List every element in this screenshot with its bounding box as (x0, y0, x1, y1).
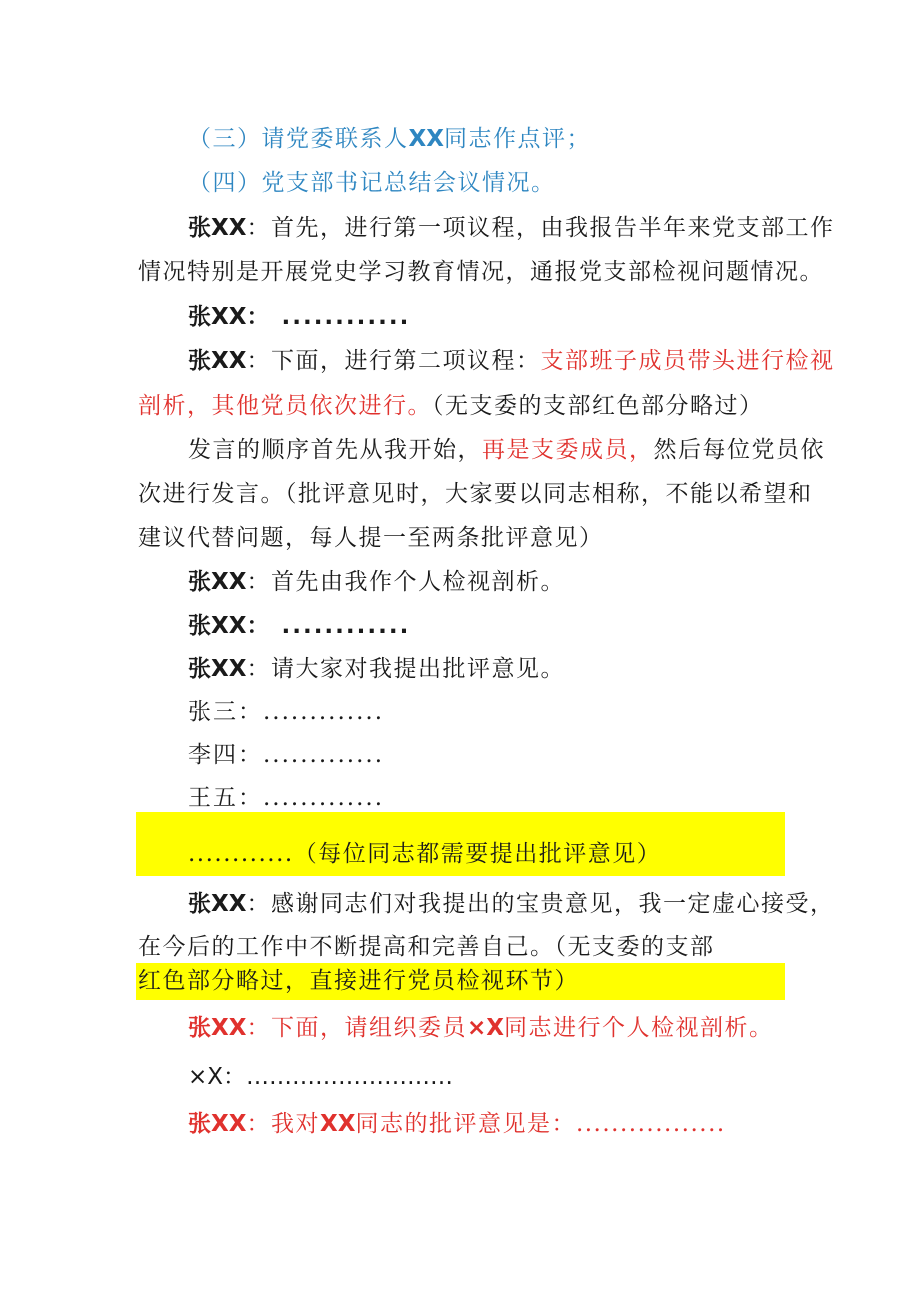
speaker-x-ellipsis: ×X：……………………… (188, 1064, 454, 1090)
speaker-wang-wu: 王五：............. (188, 785, 385, 811)
speaker-self-review: 张XX：首先由我作个人检视剖析。 (188, 569, 565, 595)
paragraph-order-cont-2: 建议代替问题，每人提一至两条批评意见） (138, 525, 604, 551)
speaker-criticism-opinion: 张XX：我对XX同志的批评意见是：................. (188, 1111, 726, 1137)
speaker-li-si: 李四：............. (188, 742, 385, 768)
highlight-note-everyone: ............（每位同志都需要提出批评意见） (188, 841, 662, 867)
speaker-request-criticism: 张XX：请大家对我提出批评意见。 (188, 656, 565, 682)
agenda-item-3: （三）请党委联系人XX同志作点评； (188, 126, 591, 152)
paragraph-first-item-cont: 情况特别是开展党史学习教育情况，通报党支部检视问题情况。 (138, 259, 824, 285)
paragraph-thanks-cont: 在今后的工作中不断提高和完善自己。（无支委的支部 (138, 934, 715, 960)
paragraph-first-item: 张XX：首先，进行第一项议程，由我报告半年来党支部工作 (188, 215, 835, 241)
agenda-item-4: （四）党支部书记总结会议情况。 (188, 170, 556, 196)
paragraph-thanks: 张XX：感谢同志们对我提出的宝贵意见，我一定虚心接受， (188, 891, 835, 917)
paragraph-order-cont-1: 次进行发言。（批评意见时，大家要以同志相称，不能以希望和 (138, 481, 813, 507)
paragraph-order: 发言的顺序首先从我开始，再是支委成员，然后每位党员依 (188, 437, 825, 463)
speaker-zhang-san: 张三：............. (188, 699, 385, 725)
speaker-ellipsis-2: 张XX： ............ (188, 613, 411, 639)
speaker-ellipsis-1: 张XX： ............ (188, 304, 411, 330)
highlight-note-skip: 红色部分略过，直接进行党员检视环节） (138, 968, 579, 994)
paragraph-second-item-cont: 剖析，其他党员依次进行。（无支委的支部红色部分略过） (138, 393, 764, 419)
speaker-organization-member: 张XX：下面，请组织委员×X同志进行个人检视剖析。 (188, 1015, 774, 1041)
paragraph-second-item: 张XX：下面，进行第二项议程：支部班子成员带头进行检视 (188, 348, 835, 374)
